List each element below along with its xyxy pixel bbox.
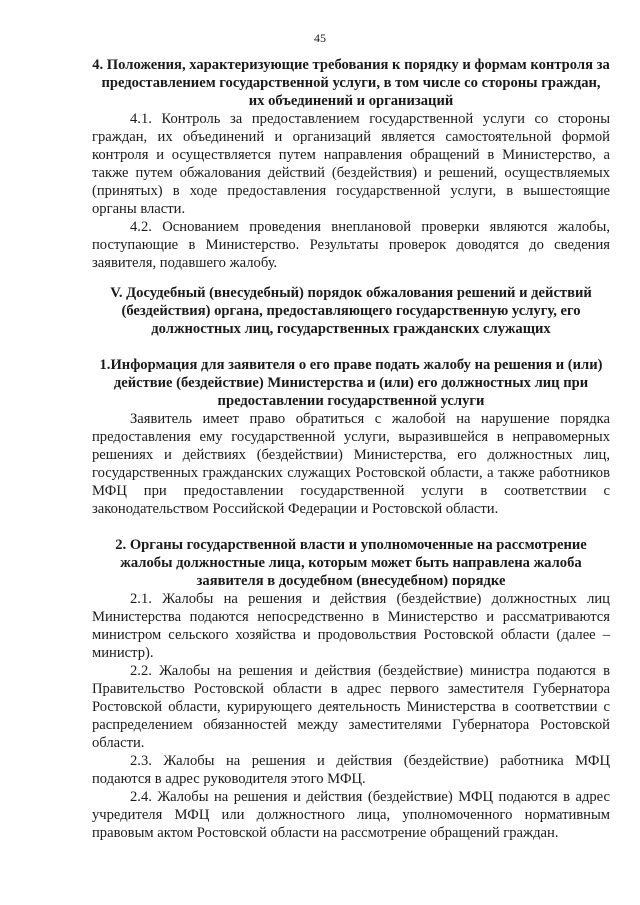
- paragraph-2-3: 2.3. Жалобы на решения и действия (бездействие) работника МФЦ подаются в адрес руководителя этого МФЦ.: [92, 753, 610, 787]
- section-5-heading: V. Досудебный (внесудебный) порядок обжалования решений и действий (бездействия) органа, предоставляющего государственную услугу, его должностных лиц, государственных гражданских служащих: [110, 285, 592, 337]
- paragraph-4-1: 4.1. Контроль за предоставлением государственной услуги со стороны граждан, их объединений и организаций является самостоятельной формой контроля и осуществляется путем направления обращений в Министерство, а также путем обжалования действий (бездействия) и решений, осуществляемых (принятых) в ходе предоставления государственной услуги, в вышестоящие органы власти.: [92, 111, 610, 217]
- page-number: 45: [314, 31, 326, 45]
- subsection-1-heading: 1.Информация для заявителя о его праве подать жалобу на решения и (или) действие (бездействие) Министерства и (или) его должностных лиц при предоставлении государственной услуги: [99, 357, 603, 409]
- section-4-heading: 4. Положения, характеризующие требования к порядку и формам контроля за предоставлением государственной услуги, в том числе со стороны граждан, их объединений и организаций: [92, 57, 610, 109]
- paragraph-2-4: 2.4. Жалобы на решения и действия (бездействие) МФЦ подаются в адрес учредителя МФЦ или должностного лица, уполномоченного нормативным правовым актом Ростовской области на рассмотрение обращений граждан.: [92, 789, 610, 841]
- paragraph-2-2: 2.2. Жалобы на решения и действия (бездействие) министра подаются в Правительство Ростовской области в адрес первого заместителя Губернатора Ростовской области, курирующего деятельность Министерства в соответствии с распределением обязанностей между заместителями Губернатора Ростовской области.: [92, 663, 610, 751]
- subsection-2-heading: 2. Органы государственной власти и уполномоченные на рассмотрение жалобы должностные лица, которым может быть направлена жалоба заявителя в досудебном (внесудебном) порядке: [115, 537, 587, 589]
- page-content: [92, 56, 610, 842]
- paragraph-1-text: Заявитель имеет право обратиться с жалобой на нарушение порядка предоставления ему государственной услуги, выразившейся в неправомерных решениях и действиях (бездействии) Министерства, его должностных лиц, государственных гражданских служащих Ростовской области, а также работников МФЦ при предоставлении государственной услуги в соответствии с законодательством Российской Федерации и Ростовской области.: [92, 411, 610, 517]
- paragraph-2-1: 2.1. Жалобы на решения и действия (бездействие) должностных лиц Министерства подаются непосредственно в Министерство и рассматриваются министром сельского хозяйства и продовольствия Ростовской области (далее – министр).: [92, 591, 610, 661]
- paragraph-4-2: 4.2. Основанием проведения внеплановой проверки являются жалобы, поступающие в Министерство. Результаты проверок доводятся до сведения заявителя, подавшего жалобу.: [92, 219, 610, 271]
